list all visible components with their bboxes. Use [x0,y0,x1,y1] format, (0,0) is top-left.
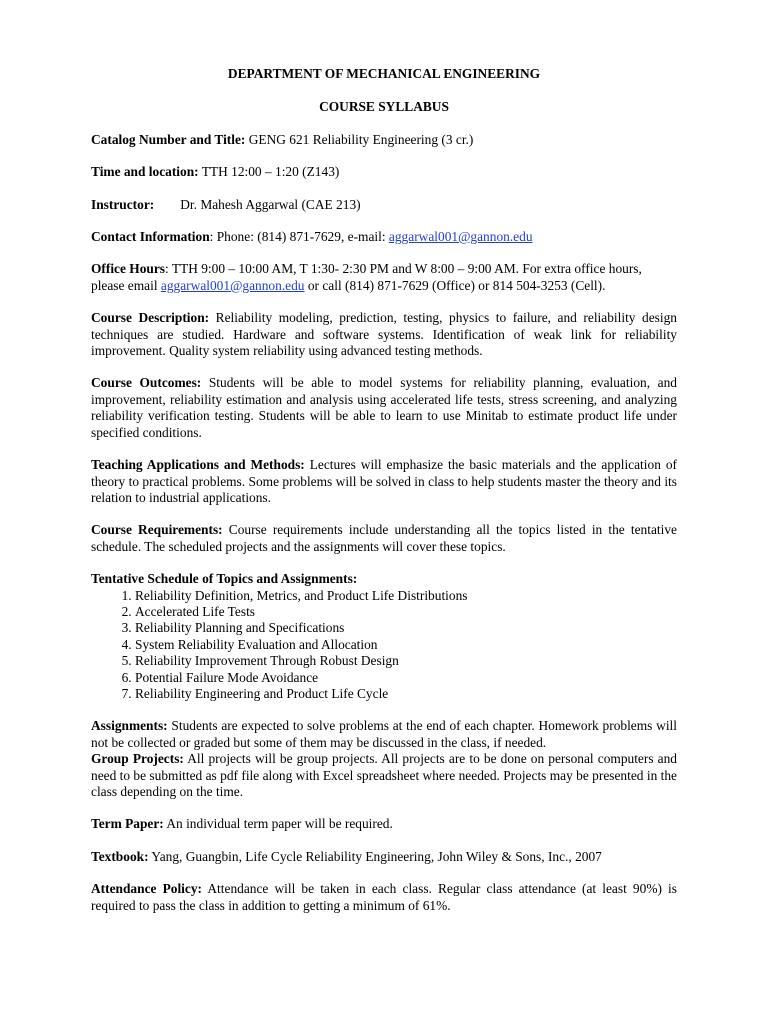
topic-list [91,588,677,703]
textbook-line [91,849,677,865]
requirements-text: Course requirements include understanding all the topics listed in the tentative schedule. The scheduled projects and the assignments will cover these topics. [91,522,677,554]
teaching-text: Lectures will emphasize the basic materials and the application of theory to practical problems. Some problems will be solved in class to help students master the theory and its relation to industrial applications. [91,457,677,505]
topic-item: 1. Reliability Definition, Metrics, and Product Life Distributions [135,588,677,604]
requirements-label: Course Requirements: [91,522,223,538]
teaching-label: Teaching Applications and Methods: [91,457,305,473]
outcomes-label: Course Outcomes: [91,375,202,391]
projects-paragraph [91,751,677,800]
contact-text: : Phone: (814) 871-7629, e-mail: [209,229,389,245]
contact-email-link[interactable]: aggarwal001@gannon.edu [388,229,533,245]
office-label: Office Hours [91,261,166,277]
office-text-2: or call (814) 871-7629 (Office) or 814 504-3253 (Cell). [304,277,606,293]
attendance-text: Attendance will be taken in each class. Regular class attendance (at least 90%) is required to pass the class in addition to getting a minimum of 61%. [91,881,677,913]
requirements-paragraph [91,522,677,555]
description-paragraph [91,310,677,359]
schedule-heading: Tentative Schedule of Topics and Assignments: [91,571,358,587]
textbook-label: Textbook: [91,848,149,864]
instructor-line [91,197,677,213]
catalog-value: GENG 621 Reliability Engineering (3 cr.) [245,131,474,147]
office-hours-paragraph [91,261,677,294]
topic-item: 7. Reliability Engineering and Product Life Cycle [135,686,677,702]
time-label: Time and location: [91,164,199,180]
syllabus-title: COURSE SYLLABUS [319,99,449,115]
instructor-value: Dr. Mahesh Aggarwal (CAE 213) [180,196,361,212]
time-line [91,164,677,180]
textbook-text: Yang, Guangbin, Life Cycle Reliability Engineering, John Wiley & Sons, Inc., 2007 [148,848,602,864]
termpaper-label: Term Paper: [91,816,164,832]
topic-item: 2. Accelerated Life Tests [135,604,677,620]
topic-item: 5. Reliability Improvement Through Robust Design [135,653,677,669]
teaching-paragraph [91,457,677,506]
time-value: TTH 12:00 – 1:20 (Z143) [198,164,340,180]
topic-item: 4. System Reliability Evaluation and Allocation [135,637,677,653]
topic-item: 3. Reliability Planning and Specifications [135,620,677,636]
department-heading: DEPARTMENT OF MECHANICAL ENGINEERING [227,66,541,81]
projects-text: All projects will be group projects. All projects are to be done on personal computers and need to be submitted as pdf file along with Excel spreadsheet where needed. Projects may be presented in the class depending on the time. [91,751,677,799]
attendance-paragraph [91,881,677,914]
termpaper-text: An individual term paper will be required. [163,816,393,832]
contact-line [91,229,677,245]
catalog-label: Catalog Number and Title: [91,131,246,147]
contact-label: Contact Information [91,229,210,245]
catalog-line [91,132,677,148]
term-paper-line [91,816,677,832]
syllabus-page [91,62,677,914]
assignments-label: Assignments: [91,718,168,734]
outcomes-paragraph [91,375,677,441]
instructor-label: Instructor: [91,196,155,212]
office-text-1: : TTH 9:00 – 10:00 AM, T 1:30- 2:30 PM and W 8:00 – 9:00 AM. For extra office hours, please email [91,261,642,293]
office-email-link[interactable]: aggarwal001@gannon.edu [160,277,305,293]
assignments-text: Students are expected to solve problems at the end of each chapter. Homework problems will not be collected or graded but some of them may be discussed in the class, if needed. [91,718,677,750]
projects-label: Group Projects: [91,751,184,767]
topic-item: 6. Potential Failure Mode Avoidance [135,670,677,686]
description-text: Reliability modeling, prediction, testing, physics to failure, and reliability design techniques are studied. Hardware and software systems. Identification of weak link for reliability improvement. Quality system reliability using advanced testing methods. [91,310,677,359]
assignments-paragraph [91,718,677,751]
outcomes-text: Students will be able to model systems for reliability planning, evaluation, and improvement, reliability estimation and analysis using accelerated life tests, stress screening, and analyzing reliability verification testing. Students will be able to learn to use Minitab to estimate product life under specified conditions. [91,375,677,440]
attendance-label: Attendance Policy: [91,881,202,897]
description-label: Course Description: [91,310,210,326]
